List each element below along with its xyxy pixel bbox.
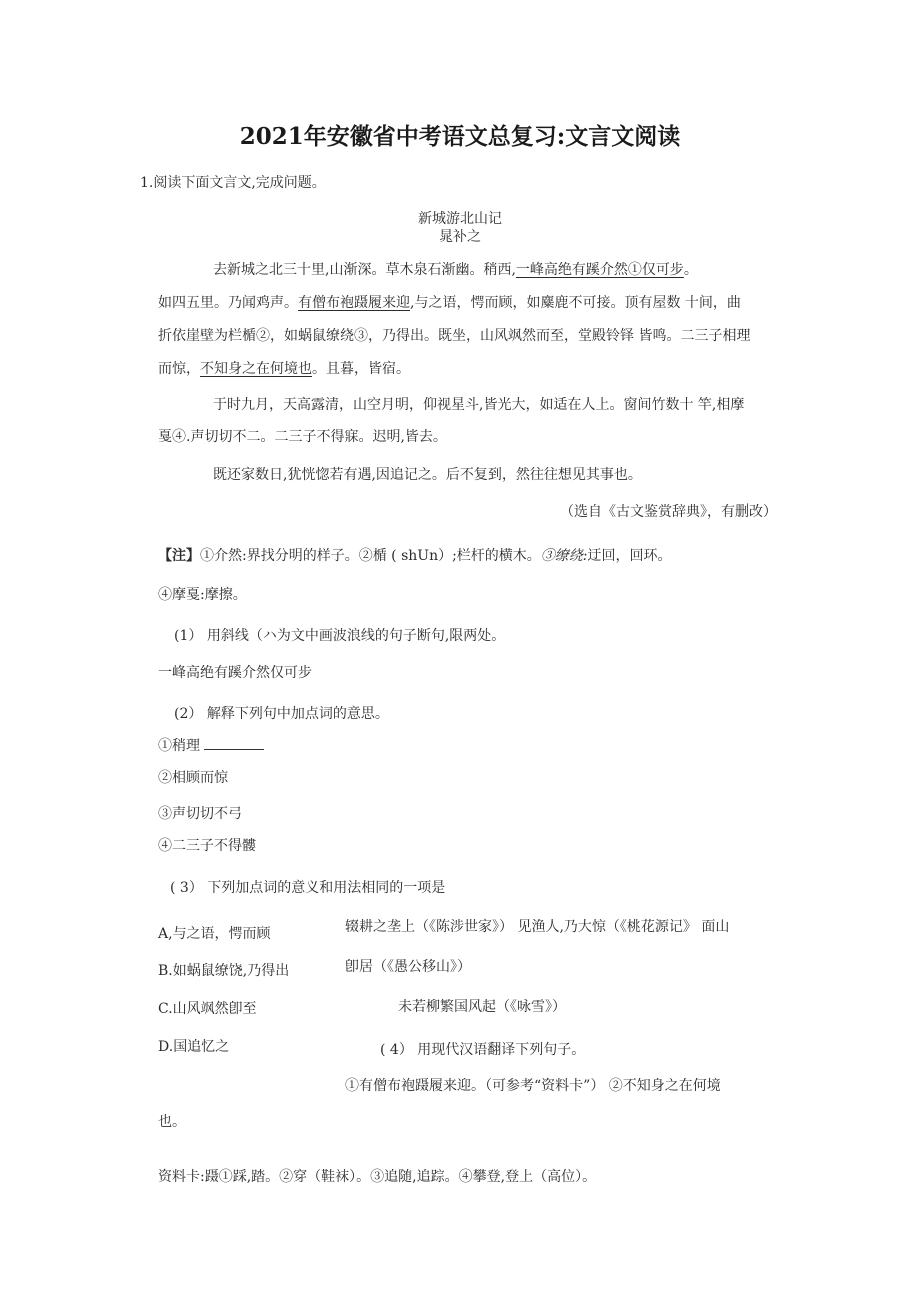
passage-title: 新城游北山记 — [418, 211, 502, 227]
underlined-sentence: 有僧布袍蹑履来迎 — [298, 295, 410, 311]
passage-line-3: 折依崖壁为栏楯②，如蜗鼠缭绕③，乃得出。既坐，山风飒然而至，堂殿铃铎 皆鸣。二三子相理 — [158, 328, 751, 344]
q1-2-item-3: ③声切切不弓 — [158, 806, 242, 822]
passage-source: （选自《古文鉴赏辞典》，有删改） — [560, 504, 777, 520]
q1-2-text: 解释下列句中加点词的意思。 — [206, 706, 389, 722]
option-b[interactable] — [158, 960, 289, 980]
passage-author: 晁补之 — [439, 229, 481, 245]
q1-1-text: 用斜线（ハ为文中画波浪线的句子断句,限两处。 — [206, 628, 506, 644]
q1-2-item-2: ②相顾而惊 — [158, 770, 228, 786]
option-c[interactable] — [158, 998, 257, 1018]
option-key: D. — [158, 1039, 174, 1055]
q1-1-sentence: 一峰高绝有蹊介然仅可步 — [158, 665, 312, 681]
passage-line-6: 戛④.声切切不二。二三子不得寐。迟明,皆去。 — [158, 429, 447, 445]
q1-4-text: 用现代汉语翻译下列句子。 — [417, 1042, 586, 1058]
text-segment: 。 — [683, 262, 698, 278]
q1-3-text: 下列加点词的意义和用法相同的一项是 — [207, 880, 446, 896]
option-d[interactable] — [158, 1036, 229, 1056]
q1-4-line-2: 也。 — [158, 1114, 186, 1130]
option-key: C. — [158, 1001, 173, 1017]
passage-line-5: 于时九月，天高露清，山空月明，仰视星斗,皆光大，如适在人上。窗间竹数十 竿,相摩 — [213, 397, 745, 413]
option-text: 如蜗鼠缭饶,乃得出 — [172, 963, 290, 979]
option-key: B. — [158, 963, 173, 979]
option-key: A, — [158, 926, 173, 942]
q1-3-label: ( 3） — [170, 880, 203, 896]
passage-line-1 — [213, 259, 698, 279]
text-segment: 迂回，回环。 — [587, 548, 672, 564]
q1-2-item-4: ④二三子不得髏 — [158, 838, 256, 854]
q1-1-prompt — [174, 625, 505, 645]
q1-3-prompt — [170, 877, 445, 897]
option-c-compare: 未若柳繁国风起（《咏雪》） — [398, 999, 566, 1015]
notes-label: 【注】 — [158, 548, 200, 564]
text-segment: 。且暮，皆宿。 — [312, 361, 410, 377]
passage-line-2 — [158, 292, 741, 312]
text-segment: ①介然:界找分明的样子。②楯 ( shUn）;栏杆的横木。 — [200, 548, 541, 564]
q1-2-label: (2） — [174, 706, 203, 722]
answer-blank[interactable] — [204, 737, 264, 750]
passage-line-7: 既还家数日,犹恍惚若有遇,因追记之。后不复到，然往往想见其事也。 — [213, 467, 642, 483]
text-segment: 如四五里。乃闻鸡声。 — [158, 295, 298, 311]
text-segment: ③缭绕: — [540, 548, 588, 564]
option-b-compare: 卽居（《愚公移山》） — [345, 959, 471, 975]
q1-2-prompt — [174, 703, 389, 723]
option-text: 山风飒然卽至 — [172, 1001, 257, 1017]
text-segment: 去新城之北三十里,山渐深。草木泉石渐幽。稍西, — [213, 262, 516, 278]
option-a-compare: 辍耕之垄上（《陈涉世家》） 见渔人,乃大惊（《桃花源记》 面山 — [345, 919, 730, 935]
reference-card: 资料卡:蹑①踩,踏。②穿（鞋袜）。③追随,追踪。④攀登,登上（高位）。 — [158, 1169, 597, 1185]
option-a[interactable] — [158, 923, 271, 943]
page-title: 2021年安徽省中考语文总复习:文言文阅读 — [239, 123, 681, 150]
item-text: ①稍理 — [158, 738, 200, 754]
notes-line-1 — [158, 545, 672, 565]
question-intro: 1.阅读下面文言文,完成问题。 — [140, 175, 326, 191]
q1-2-item-1 — [158, 735, 264, 755]
passage-line-4 — [158, 358, 410, 378]
q1-4-label: ( 4） — [380, 1042, 413, 1058]
q1-4-line-1: ①有僧布袍蹑履来迎。（可参考“资料卡”） ②不知身之在何境 — [345, 1078, 721, 1094]
underlined-sentence: 不知身之在何境也 — [200, 361, 312, 377]
q1-4-prompt — [380, 1039, 585, 1059]
option-text: 国追忆之 — [173, 1039, 230, 1055]
text-segment: 而惊， — [158, 361, 200, 377]
text-segment: ,与之语，愕而顾，如麋鹿不可接。顶有屋数 十间，曲 — [410, 295, 741, 311]
option-text: 与之语，愕而顾 — [172, 926, 271, 942]
q1-1-label: (1） — [174, 628, 203, 644]
notes-line-2: ④摩戛:摩擦。 — [158, 587, 247, 603]
wavy-sentence: 一峰高绝有蹊介然①仅可步 — [515, 262, 684, 278]
